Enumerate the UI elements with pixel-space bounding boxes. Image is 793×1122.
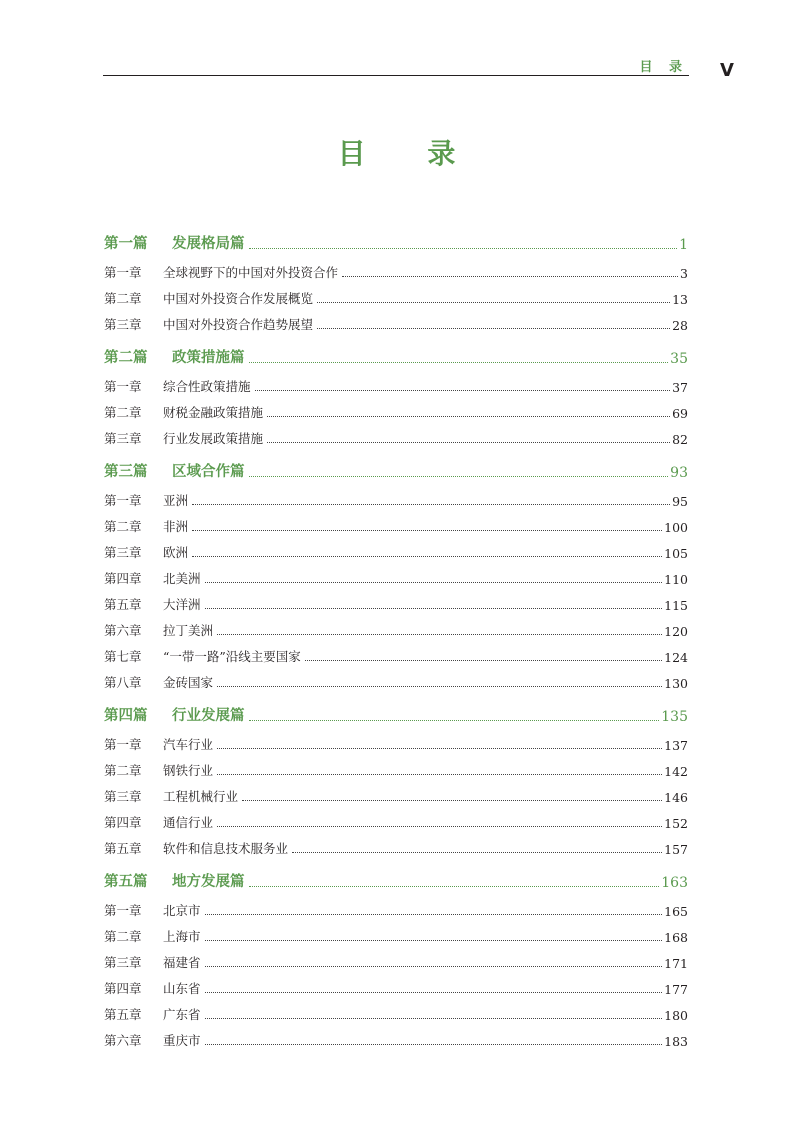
toc-chapter-title: 金砖国家 (163, 675, 214, 690)
toc-chapter-title: 福建省 (163, 955, 201, 970)
toc-chapter-page: 124 (664, 650, 688, 665)
toc-chapter[interactable] (104, 971, 688, 997)
toc-chapter-page: 69 (672, 406, 688, 421)
toc-part-number: 第五篇 (104, 873, 148, 890)
toc-part-section (104, 456, 688, 691)
dot-leader (217, 825, 662, 827)
toc-chapter[interactable] (104, 483, 688, 509)
toc-chapter-page: 13 (672, 292, 688, 307)
dot-leader (192, 503, 670, 505)
toc-chapter[interactable] (104, 1023, 688, 1049)
toc-chapter-page: 100 (664, 520, 688, 535)
toc-chapter[interactable] (104, 613, 688, 639)
dot-leader (205, 991, 663, 993)
dot-leader (217, 685, 662, 687)
toc-chapter-number: 第一章 (104, 379, 142, 394)
toc-part-number: 第四篇 (104, 707, 148, 724)
toc-chapter-page: 180 (664, 1008, 688, 1023)
toc-chapter-number: 第二章 (104, 291, 142, 306)
toc-chapter-page: 105 (664, 546, 688, 561)
toc-chapter-number: 第四章 (104, 571, 142, 586)
toc-chapter[interactable] (104, 369, 688, 395)
toc-chapter-page: 152 (664, 816, 688, 831)
dot-leader (249, 247, 678, 249)
toc-chapter-number: 第五章 (104, 1007, 142, 1022)
dot-leader (292, 851, 662, 853)
toc-title: 目 录 (337, 137, 482, 170)
toc-chapter-number: 第三章 (104, 317, 142, 332)
toc-chapter-page: 142 (664, 764, 688, 779)
toc-part[interactable] (104, 342, 688, 367)
toc-chapter[interactable] (104, 831, 688, 857)
toc-chapter-title: 广东省 (163, 1007, 201, 1022)
toc-part-section (104, 700, 688, 857)
dot-leader (249, 475, 669, 477)
page-number: V (720, 60, 734, 81)
toc-chapter[interactable] (104, 779, 688, 805)
dot-leader (205, 939, 663, 941)
dot-leader (205, 1017, 663, 1019)
toc-part-section (104, 866, 688, 1049)
toc-chapter-title: 工程机械行业 (163, 789, 239, 804)
toc-chapter-number: 第一章 (104, 737, 142, 752)
toc-part-section (104, 342, 688, 447)
toc-part[interactable] (104, 866, 688, 891)
toc-chapter-number: 第五章 (104, 597, 142, 612)
dot-leader (205, 1043, 663, 1045)
toc-chapter[interactable] (104, 727, 688, 753)
toc-chapter-page: 120 (664, 624, 688, 639)
toc-chapter-number: 第一章 (104, 903, 142, 918)
toc-part-page: 93 (670, 465, 688, 481)
toc-chapter[interactable] (104, 395, 688, 421)
toc-part-title: 地方发展篇 (172, 873, 245, 890)
table-of-contents (104, 228, 688, 1058)
toc-chapter-number: 第一章 (104, 493, 142, 508)
dot-leader (305, 659, 662, 661)
toc-part-title: 行业发展篇 (172, 707, 245, 724)
toc-part-section (104, 228, 688, 333)
toc-chapter-title: 拉丁美洲 (163, 623, 214, 638)
toc-chapter-page: 165 (664, 904, 688, 919)
toc-part-title: 区域合作篇 (172, 463, 245, 480)
toc-chapter[interactable] (104, 535, 688, 561)
toc-chapter-page: 82 (672, 432, 688, 447)
dot-leader (249, 361, 669, 363)
toc-part-page: 163 (661, 875, 688, 891)
toc-chapter-title: 综合性政策措施 (163, 379, 251, 394)
dot-leader (192, 529, 662, 531)
toc-part-title: 政策措施篇 (172, 349, 245, 366)
toc-chapter-title: 汽车行业 (163, 737, 214, 752)
toc-chapter[interactable] (104, 509, 688, 535)
toc-chapter-number: 第四章 (104, 815, 142, 830)
toc-chapter[interactable] (104, 307, 688, 333)
toc-chapter-page: 177 (664, 982, 688, 997)
dot-leader (205, 607, 663, 609)
toc-chapter[interactable] (104, 255, 688, 281)
toc-chapter[interactable] (104, 665, 688, 691)
toc-chapter-title: 全球视野下的中国对外投资合作 (163, 265, 339, 280)
toc-chapter-title: 欧洲 (163, 545, 189, 560)
toc-part-title: 发展格局篇 (172, 235, 245, 252)
toc-chapter-title: 钢铁行业 (163, 763, 214, 778)
toc-chapter-title: 行业发展政策措施 (163, 431, 264, 446)
toc-part-number: 第三篇 (104, 463, 148, 480)
toc-chapter[interactable] (104, 753, 688, 779)
toc-chapter-page: 3 (680, 266, 688, 281)
toc-chapter-number: 第六章 (104, 623, 142, 638)
toc-chapter-title: 北美洲 (163, 571, 201, 586)
toc-chapter-number: 第二章 (104, 405, 142, 420)
toc-chapter-number: 第六章 (104, 1033, 142, 1048)
toc-chapter-number: 第二章 (104, 519, 142, 534)
toc-chapter[interactable] (104, 893, 688, 919)
running-header: 目 录 (639, 60, 688, 75)
toc-chapter[interactable] (104, 919, 688, 945)
toc-part[interactable] (104, 700, 688, 725)
toc-chapter[interactable] (104, 281, 688, 307)
toc-chapter[interactable] (104, 945, 688, 971)
toc-chapter-number: 第三章 (104, 955, 142, 970)
toc-chapter-number: 第五章 (104, 841, 142, 856)
toc-part[interactable] (104, 228, 688, 253)
dot-leader (249, 719, 660, 721)
dot-leader (267, 415, 670, 417)
toc-chapter-number: 第三章 (104, 431, 142, 446)
toc-part-number: 第二篇 (104, 349, 148, 366)
toc-chapter-page: 95 (672, 494, 688, 509)
toc-chapter[interactable] (104, 421, 688, 447)
toc-part-page: 135 (661, 709, 688, 725)
dot-leader (205, 913, 663, 915)
dot-leader (217, 633, 662, 635)
dot-leader (217, 773, 662, 775)
toc-chapter[interactable] (104, 639, 688, 665)
toc-chapter-title: 亚洲 (163, 493, 189, 508)
toc-chapter-page: 183 (664, 1034, 688, 1049)
dot-leader (242, 799, 662, 801)
toc-chapter-number: 第二章 (104, 929, 142, 944)
toc-chapter-title: 中国对外投资合作趋势展望 (163, 317, 314, 332)
toc-chapter-page: 171 (664, 956, 688, 971)
toc-chapter-page: 146 (664, 790, 688, 805)
toc-chapter[interactable] (104, 805, 688, 831)
toc-chapter[interactable] (104, 997, 688, 1023)
toc-chapter-page: 37 (672, 380, 688, 395)
toc-part-page: 35 (670, 351, 688, 367)
toc-chapter-number: 第四章 (104, 981, 142, 996)
dot-leader (205, 965, 663, 967)
toc-chapter-page: 157 (664, 842, 688, 857)
toc-chapter-title: 上海市 (163, 929, 201, 944)
toc-chapter-title: 非洲 (163, 519, 189, 534)
toc-chapter-page: 110 (664, 572, 688, 587)
dot-leader (317, 301, 670, 303)
toc-chapter-title: “一带一路”沿线主要国家 (163, 649, 301, 664)
toc-part-page: 1 (679, 237, 688, 253)
toc-chapter-title: 山东省 (163, 981, 201, 996)
dot-leader (342, 275, 678, 277)
toc-chapter-page: 137 (664, 738, 688, 753)
toc-chapter-title: 软件和信息技术服务业 (163, 841, 289, 856)
dot-leader (217, 747, 662, 749)
toc-chapter-title: 重庆市 (163, 1033, 201, 1048)
dot-leader (249, 885, 660, 887)
dot-leader (317, 327, 670, 329)
toc-chapter-title: 通信行业 (163, 815, 214, 830)
header-rule (103, 75, 689, 76)
toc-chapter-number: 第八章 (104, 675, 142, 690)
toc-chapter-number: 第三章 (104, 545, 142, 560)
toc-chapter-number: 第七章 (104, 649, 142, 664)
toc-part[interactable] (104, 456, 688, 481)
toc-chapter-page: 115 (664, 598, 688, 613)
dot-leader (267, 441, 670, 443)
toc-part-number: 第一篇 (104, 235, 148, 252)
toc-chapter-page: 130 (664, 676, 688, 691)
toc-chapter-number: 第二章 (104, 763, 142, 778)
toc-chapter[interactable] (104, 561, 688, 587)
dot-leader (192, 555, 662, 557)
toc-chapter-title: 中国对外投资合作发展概览 (163, 291, 314, 306)
dot-leader (205, 581, 663, 583)
toc-chapter-title: 财税金融政策措施 (163, 405, 264, 420)
toc-chapter-number: 第一章 (104, 265, 142, 280)
toc-chapter-page: 28 (672, 318, 688, 333)
toc-chapter[interactable] (104, 587, 688, 613)
toc-chapter-title: 北京市 (163, 903, 201, 918)
toc-chapter-number: 第三章 (104, 789, 142, 804)
toc-chapter-title: 大洋洲 (163, 597, 201, 612)
toc-chapter-page: 168 (664, 930, 688, 945)
dot-leader (255, 389, 671, 391)
